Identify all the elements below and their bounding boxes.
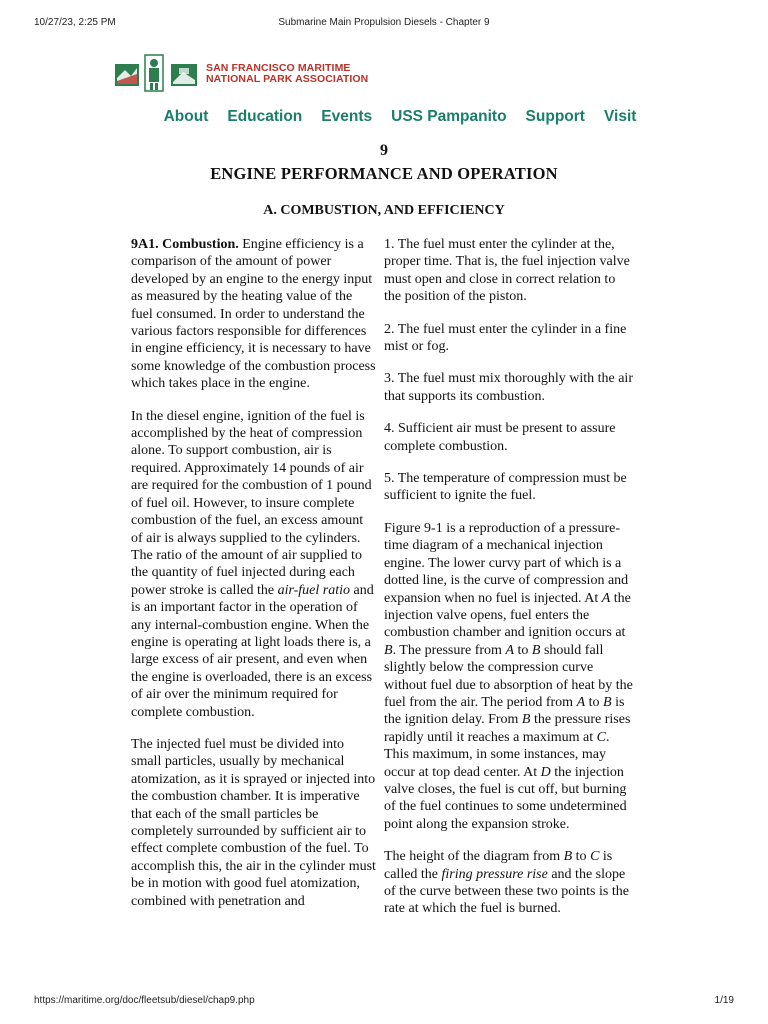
right-column bbox=[384, 236, 634, 918]
nav-education[interactable]: Education bbox=[227, 108, 303, 125]
print-footer bbox=[0, 995, 768, 1009]
requirement-item: 4. Sufficient air must be present to assure complete combustion. bbox=[384, 421, 616, 454]
requirement-item: 2. The fuel must enter the cylinder in a fine mist or fog. bbox=[384, 321, 627, 355]
term-air-fuel-ratio: air-fuel ratio bbox=[277, 582, 351, 598]
logo-line-2: NATIONAL PARK ASSOCIATION bbox=[206, 73, 369, 85]
nav-visit[interactable]: Visit bbox=[603, 108, 637, 125]
paragraph-firing-pressure: The height of the diagram from B to C is called the firing pressure rise and the slope of the curve between these two points is the rate at which the fuel is burned. bbox=[384, 849, 629, 917]
logo-emblem-icon bbox=[113, 54, 205, 94]
requirement-item: 5. The temperature of compression must be sufficient to ignite the fuel. bbox=[384, 471, 627, 504]
paragraph-combustion: 9A1. Combustion. Engine efficiency is a comparison of the amount of power developed by an engine to the energy input as measured by the heating value of the fuel consumed. In order to understand the various factors responsible for differences in engine efficiency, it is necessary to have some knowledge of the combustion process which takes place in the engine. bbox=[131, 237, 376, 392]
chapter-number: 9 bbox=[380, 142, 388, 159]
chapter-title: ENGINE PERFORMANCE AND OPERATION bbox=[210, 164, 558, 183]
print-page-title: Submarine Main Propulsion Diesels - Chapter 9 bbox=[278, 17, 490, 28]
nav-support[interactable]: Support bbox=[525, 108, 585, 125]
print-url: https://maritime.org/doc/fleetsub/diesel/chap9.php bbox=[34, 995, 255, 1006]
logo-wordmark bbox=[206, 63, 368, 85]
logo-line-1: SAN FRANCISCO MARITIME bbox=[206, 62, 351, 74]
print-header bbox=[0, 17, 768, 31]
paragraph-atomization: The injected fuel must be divided into small particles, usually by mechanical atomization, as it is sprayed or injected into the combustion chamber. It is imperative that each of the small particles be completely surrounded by sufficient air to effect complete combustion of the fuel. To accomplish this, the air in the cylinder must be in motion with good fuel atomization, combined with penetration and bbox=[131, 736, 376, 909]
nav-events[interactable]: Events bbox=[321, 108, 373, 125]
print-page-number: 1/19 bbox=[714, 995, 734, 1006]
nav-about[interactable]: About bbox=[163, 108, 209, 125]
term-firing-pressure-rise: firing pressure rise bbox=[441, 866, 548, 882]
print-datetime: 10/27/23, 2:25 PM bbox=[34, 17, 116, 28]
site-logo[interactable] bbox=[113, 54, 369, 94]
paragraph-heading: 9A1. Combustion. bbox=[131, 237, 239, 252]
main-nav bbox=[0, 108, 768, 130]
left-column bbox=[131, 236, 376, 910]
section-title: A. COMBUSTION, AND EFFICIENCY bbox=[263, 203, 505, 218]
requirement-item: 3. The fuel must mix thoroughly with the air that supports its combustion. bbox=[384, 371, 633, 404]
paragraph-figure-9-1: Figure 9-1 is a reproduction of a pressure-time diagram of a mechanical injection engine. The lower curvy part of which is a dotted line, is the curve of compression and expansion when no fuel is injected. At A the injection valve opens, fuel enters the combustion chamber and ignition occurs at B. The pressure from A to B should fall slightly below the compression curve without fuel due to absorption of heat by the fuel from the air. The period from A to B is the ignition delay. From B the pressure rises rapidly until it reaches a maximum at C. This maximum, in some instances, may occur at top dead center. At D the injection valve closes, the fuel is cut off, but burning of the fuel continues to some undetermined point along the expansion stroke. bbox=[384, 520, 633, 832]
requirement-item: 1. The fuel must enter the cylinder at the, proper time. That is, the fuel injection valve must open and close in correct relation to the position of the piston. bbox=[384, 237, 630, 305]
nav-uss-pampanito[interactable]: USS Pampanito bbox=[391, 108, 507, 125]
paragraph-ignition: In the diesel engine, ignition of the fuel is accomplished by the heat of compression alone. To support combustion, air is required. Approximately 14 pounds of air are required for the combustion of 1 pound of fuel oil. However, to insure complete combustion of the fuel, an excess amount of air is always supplied to the cylinders. The ratio of the amount of air supplied to the quantity of fuel injected during each power stroke is called the air-fuel ratio and is an important factor in the operation of any internal-combustion engine. When the engine is operating at light loads there is, a large excess of air present, and even when the engine is overloaded, there is an excess of air over the minimum required for complete combustion. bbox=[131, 408, 374, 720]
